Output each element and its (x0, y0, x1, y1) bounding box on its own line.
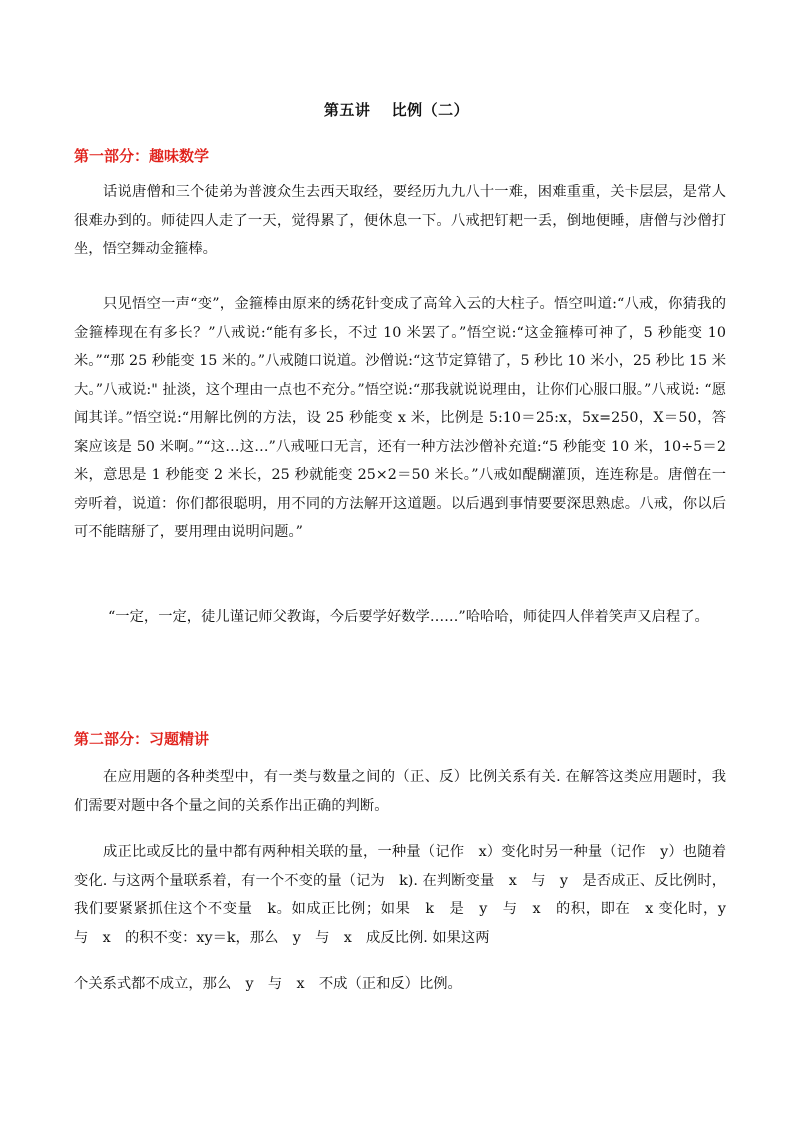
section-heading-fun-math: 第一部分：趣味数学 (74, 147, 210, 165)
page-title: 第五讲 比例（二） (323, 101, 470, 119)
story-paragraph-3: “一定，一定，徒儿谨记师父教诲，今后要学好数学……”哈哈哈，师徒四人伴着笑声又启程了。 (108, 609, 709, 625)
exercise-paragraph-3: 个关系式都不成立，那么 y 与 x 不成（正和反）比例。 (74, 976, 462, 992)
section-heading-exercise-explanation: 第二部分：习题精讲 (74, 730, 210, 748)
exercise-paragraph-2: 成正比或反比的量中都有两种相关联的量，一种量（记作 x）变化时另一种量（记作 y）也随着变化. 与这两个量联系着，有一个不变的量（记为 k). 在判断变量 x 与 y 是否成正、反比例时，我们要紧紧抓住这个不变量 k。如成正比例；如果 k 是 y 与 x 的积，即在 x 变化时，y 与 x 的积不变：xy＝k，那么 y 与 x 成反比例. 如果这两 (74, 844, 741, 946)
story-paragraph-2: 只见悟空一声“变”，金箍棒由原来的绣花针变成了高耸入云的大柱子。悟空叫道:“八戒，你猜我的金箍棒现在有多长？”八戒说:“能有多长，不过 10 米罢了。”悟空说:“这金箍棒可神了，5 秒能变 10 米。”“那 25 秒能变 15 米的。”八戒随口说道。沙僧说:“这节定算错了，5 秒比 10 米小，25 秒比 15 米大。”八戒说:" 扯淡，这个理由一点也不充分。”悟空说:“那我就说说理由，让你们心服口服。”八戒说: “愿闻其详。”悟空说:“用解比例的方法，设 25 秒能变 x 米，比例是 5:10＝25:x，5x=250，X＝50，答案应该是 50 米啊。”“这…这…”八戒哑口无言，还有一种方法沙僧补充道:“5 秒能变 10 米，10÷5＝2 米，意思是 1 秒能变 2 米长，25 秒就能变 25×2＝50 米长。”八戒如醍醐灌顶，连连称是。唐僧在一旁听着，说道：你们都很聪明，用不同的方法解开这道题。以后遇到事情要要深思熟虑。八戒，你以后可不能瞎掰了，要用理由说明问题。” (74, 296, 726, 540)
story-paragraph-1: 话说唐僧和三个徒弟为普渡众生去西天取经，要经历九九八十一难，困难重重，关卡层层，是常人很难办到的。师徒四人走了一天，觉得累了，便休息一下。八戒把钉耙一丢，倒地便睡，唐僧与沙僧打坐，悟空舞动金箍棒。 (74, 184, 726, 257)
exercise-paragraph-1: 在应用题的各种类型中，有一类与数量之间的（正、反）比例关系有关. 在解答这类应用题时，我们需要对题中各个量之间的关系作出正确的判断。 (74, 769, 726, 814)
